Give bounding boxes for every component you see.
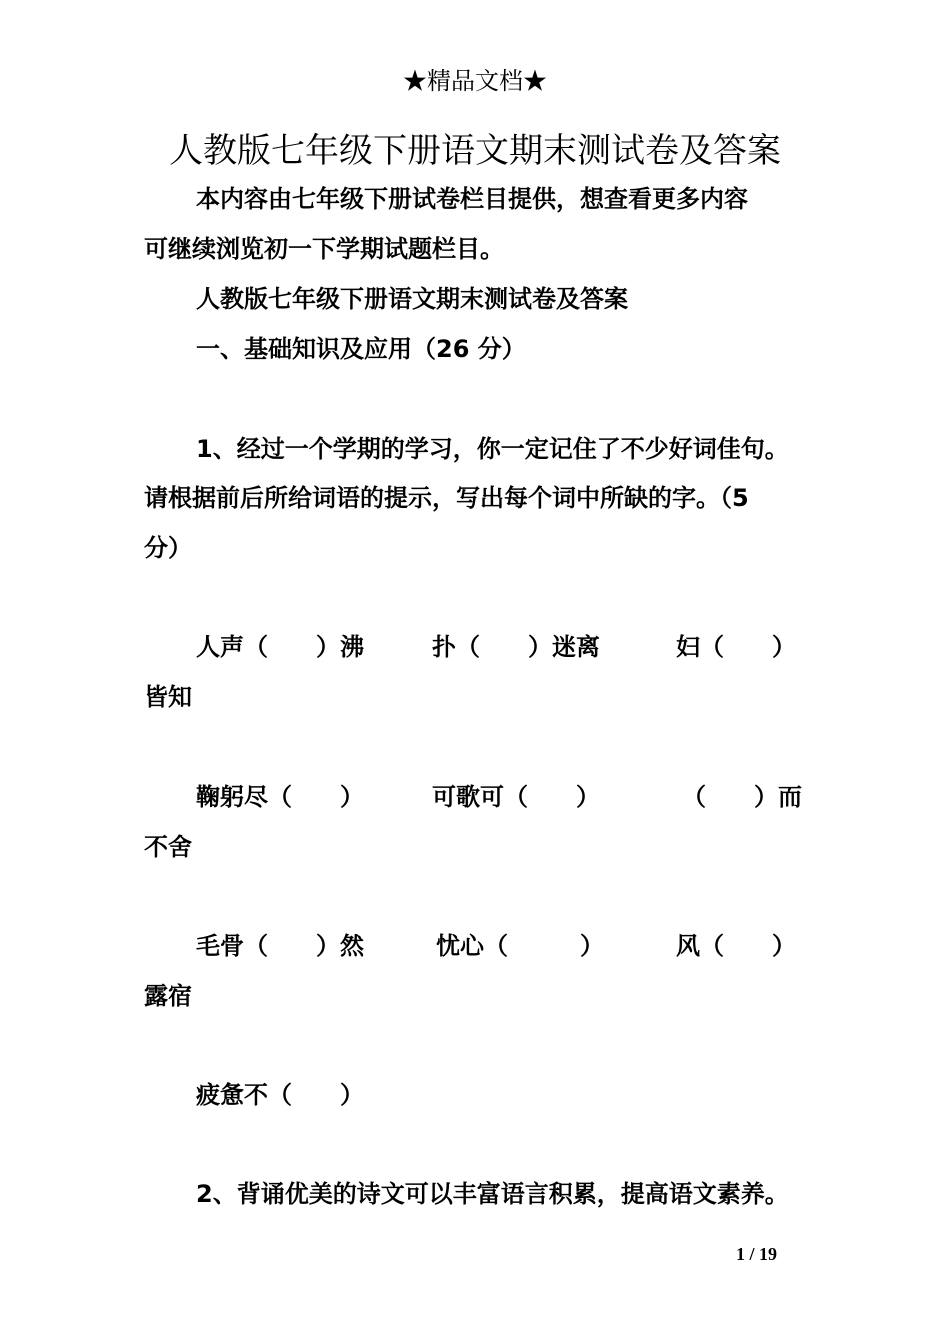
question-1-line-2: 请根据前后所给词语的提示，写出每个词中所缺的字。（5 xyxy=(144,484,749,512)
fill-blank-wrap: 露宿 xyxy=(144,982,192,1010)
fill-blank-item: 妇（ ） xyxy=(676,633,796,661)
section-1-heading: 一、基础知识及应用（26 分） xyxy=(196,335,526,363)
page-number: 1 / 19 xyxy=(736,1244,778,1264)
intro-line-2: 可继续浏览初一下学期试题栏目。 xyxy=(144,235,504,263)
question-1-line-1: 1、经过一个学期的学习，你一定记住了不少好词佳句。 xyxy=(196,435,789,463)
document-title: 人教版七年级下册语文期末测试卷及答案 xyxy=(169,131,781,171)
fill-blank-item: 可歌可（ ） xyxy=(432,783,600,811)
fill-blank-item: 人声（ ）沸 xyxy=(196,633,364,661)
subtitle: 人教版七年级下册语文期末测试卷及答案 xyxy=(196,285,628,313)
fill-blank-item: 疲惫不（ ） xyxy=(196,1081,364,1109)
question-1-line-3: 分） xyxy=(144,534,192,562)
fill-blank-item: （ ）而 xyxy=(682,783,802,811)
intro-line-1: 本内容由七年级下册试卷栏目提供，想查看更多内容 xyxy=(196,185,748,213)
fill-blank-wrap: 皆知 xyxy=(144,683,192,711)
fill-blank-wrap: 不舍 xyxy=(144,833,192,861)
fill-blank-item: 鞠躬尽（ ） xyxy=(196,783,364,811)
fill-blank-item: 毛骨（ ）然 xyxy=(196,932,364,960)
question-2-line-1: 2、背诵优美的诗文可以丰富语言积累，提高语文素养。 xyxy=(196,1180,789,1208)
fill-blank-item: 忧心（ ） xyxy=(436,932,604,960)
fill-blank-item: 扑（ ）迷离 xyxy=(432,633,600,661)
fill-blank-item: 风（ ） xyxy=(676,932,796,960)
document-header: ★精品文档★ xyxy=(403,67,547,95)
